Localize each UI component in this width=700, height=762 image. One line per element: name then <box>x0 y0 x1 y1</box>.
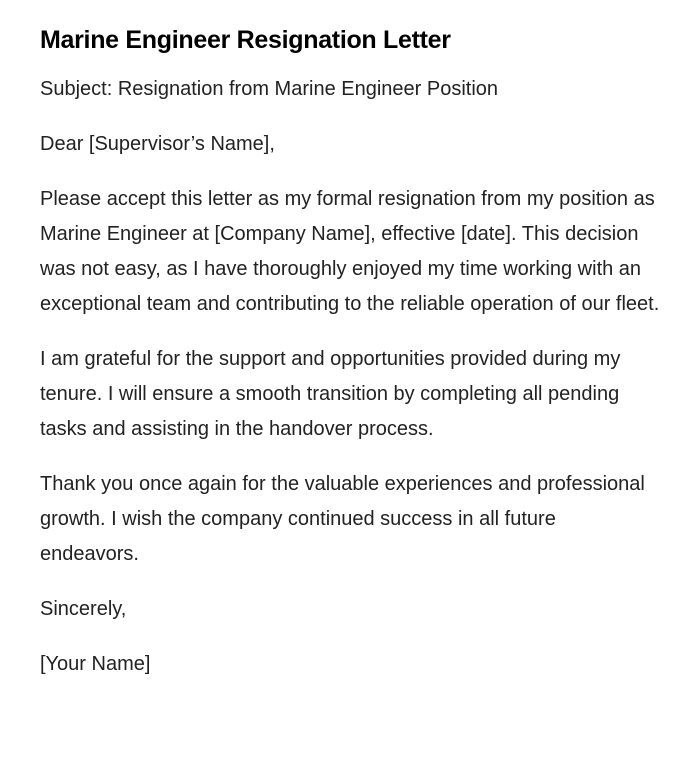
letter-paragraph-2: I am grateful for the support and opportunities provided during my tenure. I will ensure a smooth transition by completing all pending tasks and assisting in the handover process. <box>40 348 621 440</box>
letter-subject: Subject: Resignation from Marine Engineer Position <box>40 78 499 100</box>
letter-paragraph-1: Please accept this letter as my formal resignation from my position as Marine Engineer at [Company Name], effective [date]. This decision was not easy, as I have thoroughly enjoyed my time working with an exceptional team and contributing to the reliable operation of our fleet. <box>40 188 660 315</box>
letter-closing: Sincerely, <box>40 598 127 620</box>
letter-paragraph-3: Thank you once again for the valuable experiences and professional growth. I wish the company continued success in all future endeavors. <box>40 473 645 565</box>
letter-greeting: Dear [Supervisor’s Name], <box>40 133 275 155</box>
letter-title: Marine Engineer Resignation Letter <box>40 26 451 54</box>
resignation-letter <box>40 24 660 702</box>
letter-signature: [Your Name] <box>40 653 151 675</box>
